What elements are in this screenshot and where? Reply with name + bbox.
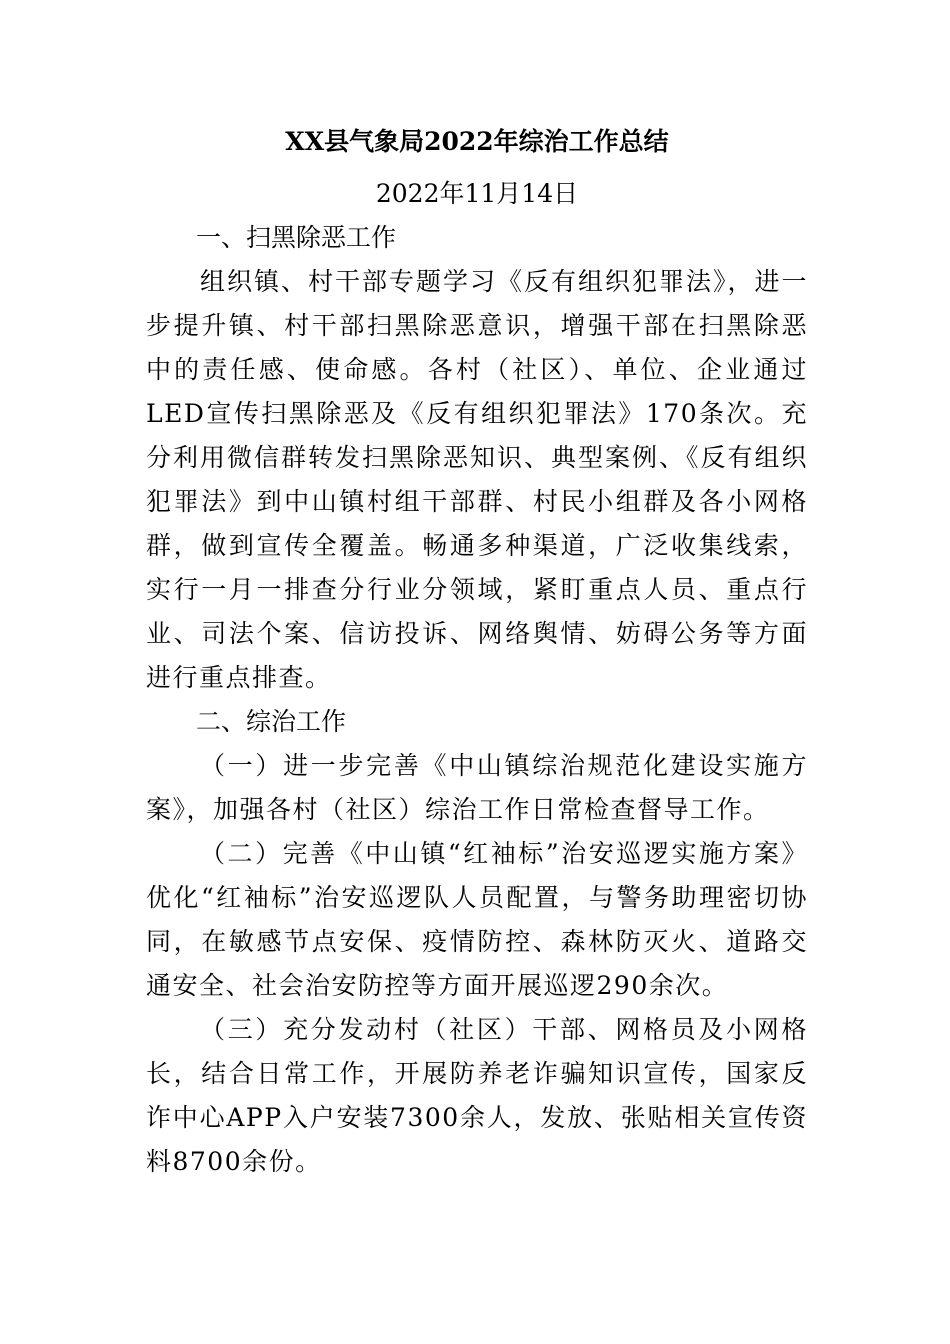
paragraph-item-1: （一）进一步完善《中山镇综治规范化建设实施方案》，加强各村（社区）综治工作日常检查督导工作。	[146, 751, 808, 824]
document-page	[146, 112, 808, 1184]
document-date: 2022年11月14日	[375, 179, 579, 208]
document-title: XX县气象局2022年综治工作总结	[285, 127, 669, 156]
paragraph-item-3: （三）充分发动村（社区）干部、网格员及小网格长，结合日常工作，开展防养老诈骗知识宣传，国家反诈中心APP入户安装7300余人，发放、张贴相关宣传资料8700余份。	[146, 1015, 808, 1176]
section-heading-comprehensive: 二、综治工作	[196, 707, 347, 736]
paragraph-item-2: （二）完善《中山镇“红袖标”治安巡逻实施方案》优化“红袖标”治安巡逻队人员配置，与警务助理密切协同，在敏感节点安保、疫情防控、森林防灭火、道路交通安全、社会治安防控等方面开展巡逻290余次。	[146, 839, 808, 1000]
section-heading-anti-crime: 一、扫黑除恶工作	[196, 223, 397, 252]
paragraph-anti-crime: 组织镇、村干部专题学习《反有组织犯罪法》，进一步提升镇、村干部扫黑除恶意识，增强干部在扫黑除恶中的责任感、使命感。各村（社区）、单位、企业通过LED宣传扫黑除恶及《反有组织犯罪法》170条次。充分利用微信群转发扫黑除恶知识、典型案例、《反有组织犯罪法》到中山镇村组干部群、村民小组群及各小网格群，做到宣传全覆盖。畅通多种渠道，广泛收集线索，实行一月一排查分行业分领域，紧盯重点人员、重点行业、司法个案、信访投诉、网络舆情、妨碍公务等方面进行重点排查。	[146, 267, 808, 692]
